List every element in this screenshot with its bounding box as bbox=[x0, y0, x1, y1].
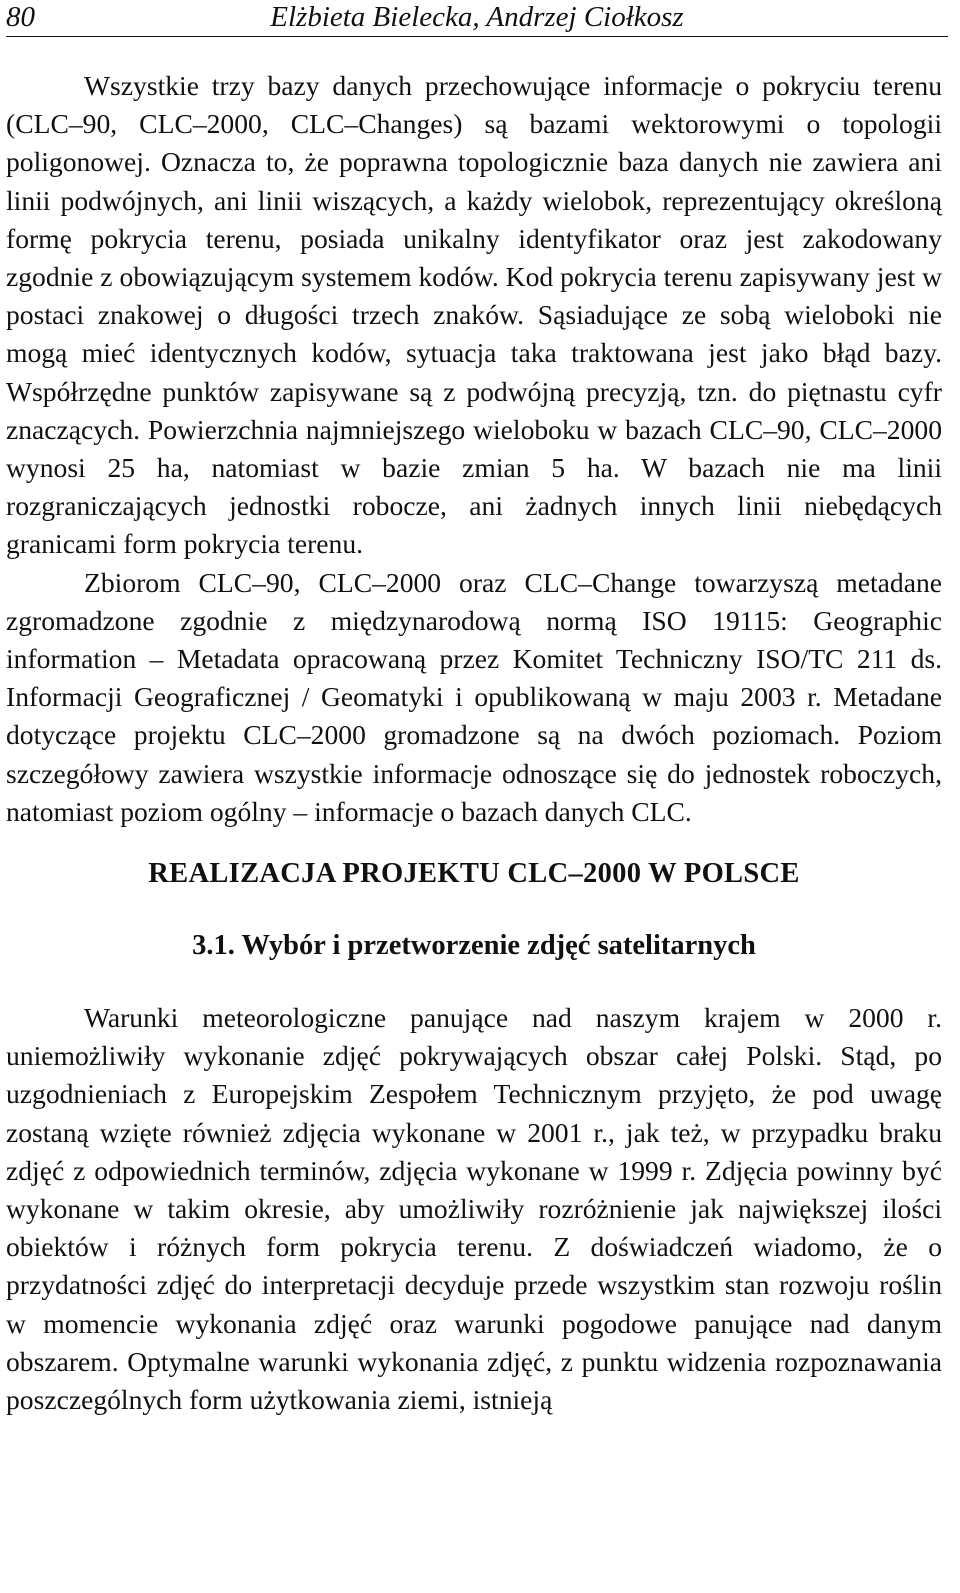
running-header-authors: Elżbieta Bielecka, Andrzej Ciołkosz bbox=[270, 1, 684, 33]
chapter-heading: REALIZACJA PROJEKTU CLC–2000 W POLSCE bbox=[148, 858, 800, 890]
running-header bbox=[6, 0, 948, 37]
page-number: 80 bbox=[6, 1, 35, 33]
paragraph-topology: Wszystkie trzy bazy danych przechowujące informacje o pokryciu terenu (CLC–90, CLC–2000, CLC–Changes) są bazami wektorowymi o topologii poligonowej. Oznacza to, że poprawna topologicznie baza danych nie zawiera ani linii podwójnych, ani linii wiszących, a każdy wielobok, reprezentujący określoną formę pokrycia terenu, posiada unikalny identyfikator oraz jest zakodowany zgodnie z obowiązującym systemem kodów. Kod pokrycia terenu zapisywany jest w postaci znakowej o długości trzech znaków. Sąsiadujące ze sobą wieloboki nie mogą mieć identycznych kodów, sytuacja taka traktowana jest jako błąd bazy. Współrzędne punktów zapisywane są z podwójną precyzją, tzn. do piętnastu cyfr znaczących. Powierzchnia najmniejszego wieloboku w bazach CLC–90, CLC–2000 wynosi 25 ha, natomiast w bazie zmian 5 ha. W bazach nie ma linii rozgraniczających jednostki robocze, ani żadnych innych linii niebędących granicami form pokrycia terenu. bbox=[6, 70, 942, 560]
paragraph-weather-conditions: Warunki meteorologiczne panujące nad naszym krajem w 2000 r. uniemożliwiły wykonanie zdjęć pokrywających obszar całej Polski. Stąd, po uzgodnieniach z Europejskim Zespołem Technicznym przyjęto, że pod uwagę zostaną wzięte również zdjęcia wykonane w 2001 r., jak też, w przypadku braku zdjęć z odpowiednich terminów, zdjęcia wykonane w 1999 r. Zdjęcia powinny być wykonane w takim okresie, aby umożliwiły rozróżnienie jak największej ilości obiektów i różnych form pokrycia terenu. Z doświadczeń wiadomo, że o przydatności zdjęć do interpretacji decyduje przede wszystkim stan rozwoju roślin w momencie wykonania zdjęć oraz warunki pogodowe panujące nad danym obszarem. Optymalne warunki wykonania zdjęć, z punktu widzenia rozpoznawania poszczególnych form użytkowania ziemi, istnieją bbox=[6, 1002, 942, 1416]
paragraph-metadata: Zbiorom CLC–90, CLC–2000 oraz CLC–Change towarzyszą metadane zgromadzone zgodnie z międzynarodową normą ISO 19115: Geographic information – Metadata opracowaną przez Komitet Techniczny ISO/TC 211 ds. Informacji Geograficznej / Geomatyki i opublikowaną w maju 2003 r. Metadane dotyczące projektu CLC–2000 gromadzone są na dwóch poziomach. Poziom szczegółowy zawiera wszystkie informacje odnoszące się do jednostek roboczych, natomiast poziom ogólny – informacje o bazach danych CLC. bbox=[6, 566, 942, 827]
body-text bbox=[6, 67, 942, 1419]
section-heading: 3.1. Wybór i przetworzenie zdjęć satelitarnych bbox=[192, 930, 756, 962]
